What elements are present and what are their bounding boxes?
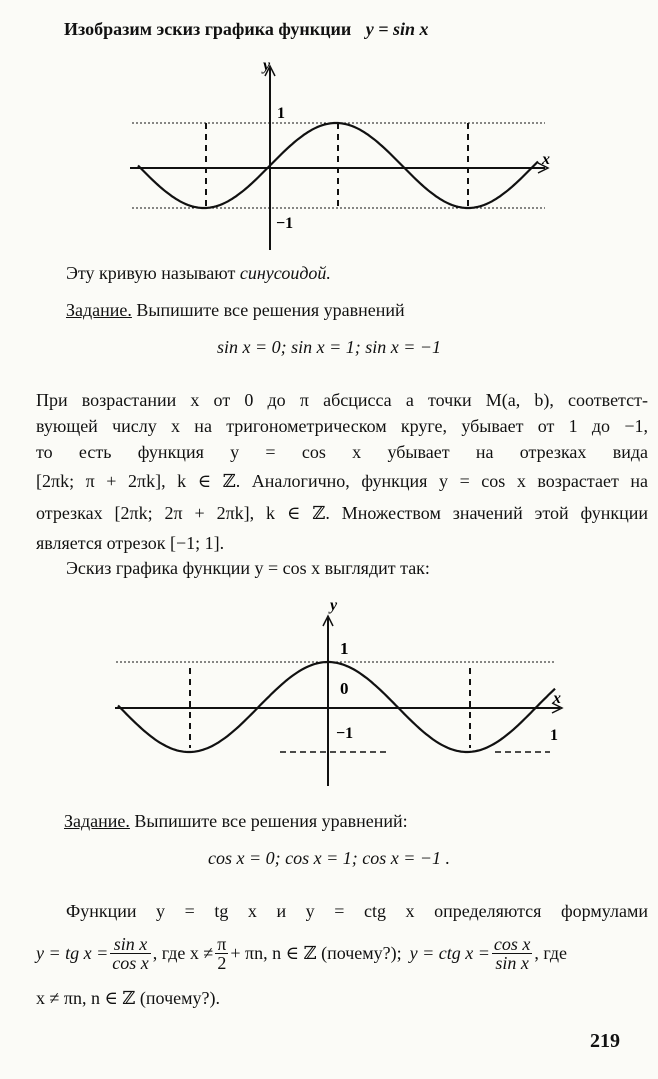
sine-caption-term: синусоидой.	[239, 263, 331, 283]
page-number: 219	[590, 1030, 620, 1052]
cos-x-label: x	[553, 690, 561, 707]
ctg-den: sin x	[495, 952, 529, 973]
title-function: y = sin x	[365, 19, 429, 39]
cos-label-right-one: 1	[550, 727, 558, 744]
tg-fraction	[110, 935, 150, 972]
tg-formula-line	[36, 930, 567, 976]
cos-line-7: Эскиз графика функции y = cos x выглядит так:	[66, 558, 430, 578]
task1-equations: sin x = 0; sin x = 1; sin x = −1	[216, 337, 442, 357]
cos-line-1: При возрастании x от 0 до π абсцисса a точки M(a, b), соответст-	[36, 390, 648, 410]
cos-label-minus-one: −1	[336, 725, 354, 742]
sine-graph	[120, 50, 560, 255]
task1-label: Задание.	[66, 300, 132, 320]
pi-num: π	[217, 933, 227, 954]
sine-caption	[66, 260, 331, 286]
cos-line-6: является отрезок [−1; 1].	[36, 533, 225, 553]
cos-line-2: вующей числу x на тригонометрическом круге, убывает от 1 до −1,	[36, 416, 648, 436]
sine-label-minus-one: −1	[276, 215, 294, 232]
task2-equations: cos x = 0; cos x = 1; cos x = −1 .	[207, 848, 451, 868]
cos-label-zero: 0	[340, 679, 349, 698]
tg-where: , где x ≠	[152, 943, 214, 963]
cos-line-3: то есть функция y = cos x убывает на отрезках вида	[36, 442, 648, 462]
sine-y-label: y	[263, 57, 271, 74]
title-text: Изобразим эскиз графика функции	[64, 19, 352, 39]
cos-y-label: y	[330, 597, 338, 614]
tg-lhs: y = tg x =	[36, 943, 109, 963]
ctg-where: , где	[534, 943, 568, 963]
task1-text: Выпишите все решения уравнений	[131, 300, 405, 320]
section-title	[64, 16, 428, 42]
task2-text: Выпишите все решения уравнений:	[129, 811, 408, 831]
task1	[66, 297, 405, 323]
task2-label: Задание.	[64, 811, 130, 831]
ctg-num: cos x	[493, 933, 531, 954]
ctg-fraction	[492, 935, 532, 972]
tg-line-1: Функции y = tg x и y = ctg x определяются формулами	[66, 901, 648, 921]
sine-x-label: x	[542, 151, 550, 168]
tg-condition: + πn, n ∈ ℤ (почему?);	[230, 943, 402, 963]
tg-line-3: x ≠ πn, n ∈ ℤ (почему?).	[36, 988, 221, 1008]
ctg-lhs: y = ctg x =	[409, 943, 490, 963]
cos-line-5: отрезках [2πk; 2π + 2πk], k ∈ ℤ. Множеством значений этой функции	[36, 503, 648, 523]
cos-line-4: [2πk; π + 2πk], k ∈ ℤ. Аналогично, функция y = cos x возрастает на	[36, 471, 648, 491]
pi-den: 2	[217, 952, 227, 973]
task2	[64, 808, 408, 834]
cosine-graph	[100, 590, 580, 790]
sine-caption-text: Эту кривую называют	[66, 263, 240, 283]
cos-label-one: 1	[340, 639, 349, 658]
pi-half-fraction	[215, 935, 228, 972]
tg-den: cos x	[112, 952, 149, 973]
sine-label-one: 1	[277, 105, 285, 122]
tg-num: sin x	[110, 935, 150, 954]
